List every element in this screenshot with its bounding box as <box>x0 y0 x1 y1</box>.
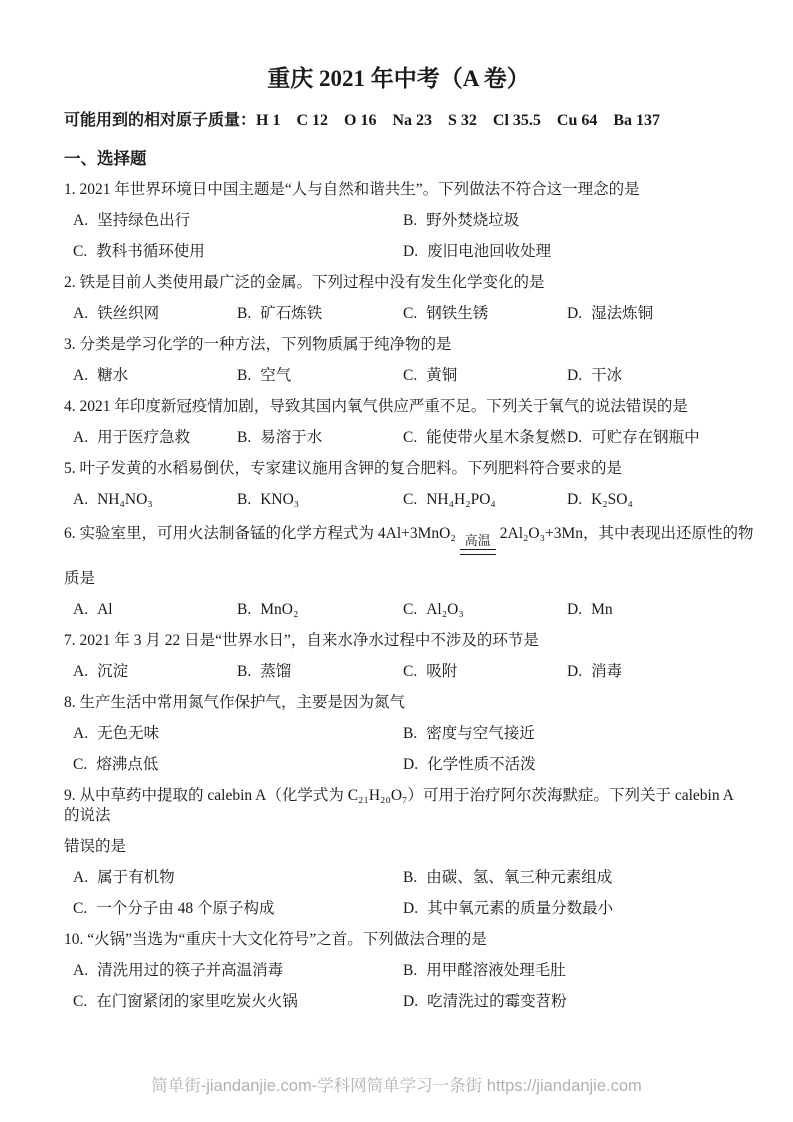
option-b <box>403 868 733 888</box>
question-stem-line2: 质是 <box>64 570 96 587</box>
option-text: 密度与空气接近 <box>426 725 535 742</box>
option-text: 由碳、氢、氧三种元素组成 <box>426 869 613 886</box>
option-c <box>73 899 403 919</box>
option-text: Al <box>97 601 113 618</box>
option-label: D. <box>567 305 583 322</box>
option-text: Al₂O₃ <box>426 601 464 618</box>
option-d <box>403 899 733 919</box>
stem-text-before-equation: 6. 实验室里，可用火法制备锰的化学方程式为 4Al+3MnO₂ <box>64 525 456 542</box>
option-d <box>567 490 733 510</box>
option-c <box>403 600 567 620</box>
option-label: D. <box>403 993 419 1010</box>
option-label: C. <box>73 993 88 1010</box>
option-text: 熔沸点低 <box>96 756 159 773</box>
option-a <box>73 724 403 744</box>
option-label: B. <box>237 367 252 384</box>
option-text: 野外焚烧垃圾 <box>426 212 520 229</box>
question-stem: 2. 铁是目前人类使用最广泛的金属。下列过程中没有发生化学变化的是 <box>64 274 545 291</box>
option-text: 教科书循环使用 <box>96 243 205 260</box>
option-text: 消毒 <box>591 663 623 680</box>
option-row <box>64 899 733 919</box>
option-label: A. <box>73 869 89 886</box>
option-b <box>237 428 403 448</box>
question-3 <box>64 335 733 386</box>
option-row <box>64 724 733 744</box>
option-b <box>237 490 403 510</box>
option-d <box>403 242 733 262</box>
option-c <box>403 304 567 324</box>
option-b <box>403 211 733 231</box>
option-text: 钢铁生锈 <box>426 305 489 322</box>
option-a <box>73 961 403 981</box>
question-2 <box>64 273 733 324</box>
option-text: NH₄NO₃ <box>97 491 153 508</box>
option-label: A. <box>73 491 89 508</box>
option-text: 矿石炼铁 <box>260 305 323 322</box>
option-c <box>73 755 403 775</box>
question-8 <box>64 693 733 775</box>
option-a <box>73 211 403 231</box>
option-text: 黄铜 <box>426 367 458 384</box>
option-label: A. <box>73 725 89 742</box>
option-label: B. <box>237 305 252 322</box>
option-label: D. <box>567 367 583 384</box>
option-a <box>73 662 237 682</box>
option-d <box>567 662 733 682</box>
option-text: 沉淀 <box>97 663 129 680</box>
question-stem: 3. 分类是学习化学的一种方法，下列物质属于纯净物的是 <box>64 336 452 353</box>
option-row <box>64 490 733 510</box>
option-text: MnO₂ <box>260 601 299 618</box>
option-label: D. <box>567 491 583 508</box>
question-stem: 8. 生产生活中常用氮气作保护气，主要是因为氮气 <box>64 694 406 711</box>
option-text: 无色无味 <box>97 725 160 742</box>
option-label: B. <box>237 663 252 680</box>
question-stem: 9. 从中草药中提取的 calebin A（化学式为 C₂₁H₂₀O₇）可用于治疗阿尔茨海默症。下列关于 calebin A 的说法 <box>64 787 733 824</box>
option-a <box>73 366 237 386</box>
option-text: 坚持绿色出行 <box>97 212 191 229</box>
option-b <box>403 961 733 981</box>
option-label: D. <box>403 900 419 917</box>
option-text: 废旧电池回收处理 <box>427 243 552 260</box>
option-text: 其中氧元素的质量分数最小 <box>427 900 614 917</box>
option-text: 用甲醛溶液处理毛肚 <box>426 962 566 979</box>
option-label: A. <box>73 601 89 618</box>
option-label: A. <box>73 305 89 322</box>
option-label: B. <box>237 429 252 446</box>
option-a <box>73 490 237 510</box>
section-heading: 一、选择题 <box>64 149 147 168</box>
option-b <box>237 600 403 620</box>
option-text: 一个分子由 48 个原子构成 <box>96 900 275 917</box>
option-label: A. <box>73 367 89 384</box>
option-label: C. <box>73 900 88 917</box>
question-stem: 10. “火锅”当选为“重庆十大文化符号”之首。下列做法合理的是 <box>64 931 487 948</box>
option-text: 能使带火星木条复燃 <box>426 429 566 446</box>
question-stem: 4. 2021 年印度新冠疫情加剧，导致其国内氧气供应严重不足。下列关于氧气的说法错误的是 <box>64 398 688 415</box>
option-row <box>64 662 733 682</box>
option-c <box>73 242 403 262</box>
option-label: C. <box>73 756 88 773</box>
option-text: KNO₃ <box>260 491 300 508</box>
option-label: A. <box>73 429 89 446</box>
option-label: B. <box>237 601 252 618</box>
option-text: 易溶于水 <box>260 429 323 446</box>
option-label: A. <box>73 962 89 979</box>
option-label: C. <box>73 243 88 260</box>
watermark-footer: 简单街-jiandanjie.com-学科网简单学习一条街 https://jiandanjie.com <box>151 1077 642 1095</box>
option-c <box>403 662 567 682</box>
option-b <box>237 304 403 324</box>
option-label: D. <box>403 756 419 773</box>
option-label: B. <box>403 212 418 229</box>
option-b <box>237 662 403 682</box>
option-row <box>64 211 733 231</box>
stem-text-after-equation: 2Al₂O₃+3Mn，其中表现出还原性的物 <box>499 525 754 542</box>
question-5 <box>64 459 733 510</box>
option-label: D. <box>567 601 583 618</box>
option-text: 蒸馏 <box>260 663 292 680</box>
question-stem: 5. 叶子发黄的水稻易倒伏，专家建议施用含钾的复合肥料。下列肥料符合要求的是 <box>64 460 623 477</box>
option-text: K₂SO₄ <box>591 491 633 508</box>
option-text: 空气 <box>260 367 292 384</box>
option-label: C. <box>403 429 418 446</box>
option-b <box>237 366 403 386</box>
option-row <box>64 304 733 324</box>
option-c <box>403 428 567 448</box>
question-stem-line2: 错误的是 <box>64 838 127 855</box>
option-d <box>567 428 733 448</box>
option-text: 吸附 <box>426 663 458 680</box>
option-row <box>64 755 733 775</box>
question-9 <box>64 786 733 919</box>
question-stem: 7. 2021 年 3 月 22 日是“世界水日”，自来水净水过程中不涉及的环节是 <box>64 632 539 649</box>
reaction-condition: 高温 <box>464 533 491 548</box>
option-text: 在门窗紧闭的家里吃炭火火锅 <box>96 993 298 1010</box>
option-d <box>403 992 733 1012</box>
option-b <box>403 724 733 744</box>
option-row <box>64 868 733 888</box>
option-row <box>64 366 733 386</box>
option-text: 糖水 <box>97 367 129 384</box>
option-label: C. <box>403 601 418 618</box>
option-label: B. <box>403 869 418 886</box>
atomic-mass-note: 可能用到的相对原子质量：H 1 C 12 O 16 Na 23 S 32 Cl 35.5 Cu 64 Ba 137 <box>64 112 661 129</box>
option-d <box>567 366 733 386</box>
option-row <box>64 961 733 981</box>
option-a <box>73 304 237 324</box>
option-d <box>403 755 733 775</box>
option-text: 铁丝织网 <box>97 305 160 322</box>
option-a <box>73 868 403 888</box>
option-d <box>567 304 733 324</box>
page-title: 重庆 2021 年中考（A 卷） <box>267 66 530 91</box>
option-label: C. <box>403 663 418 680</box>
option-row <box>64 992 733 1012</box>
question-1 <box>64 180 733 262</box>
option-text: 属于有机物 <box>97 869 175 886</box>
option-d <box>567 600 733 620</box>
option-row <box>64 428 733 448</box>
question-stem: 1. 2021 年世界环境日中国主题是“人与自然和谐共生”。下列做法不符合这一理念的是 <box>64 181 640 198</box>
option-text: 可贮存在钢瓶中 <box>591 429 700 446</box>
option-label: A. <box>73 663 89 680</box>
option-text: 用于医疗急救 <box>97 429 191 446</box>
option-text: NH₄H₂PO₄ <box>426 491 496 508</box>
option-text: 干冰 <box>591 367 623 384</box>
option-row <box>64 600 733 620</box>
option-label: A. <box>73 212 89 229</box>
question-stem <box>64 524 754 555</box>
option-text: 清洗用过的筷子并高温消毒 <box>97 962 284 979</box>
option-text: 化学性质不活泼 <box>427 756 536 773</box>
question-10 <box>64 930 733 1012</box>
question-4 <box>64 397 733 448</box>
option-label: D. <box>403 243 419 260</box>
option-label: C. <box>403 367 418 384</box>
equals-double-line-icon <box>460 549 496 555</box>
option-label: C. <box>403 305 418 322</box>
option-a <box>73 428 237 448</box>
option-label: B. <box>403 962 418 979</box>
option-label: D. <box>567 663 583 680</box>
option-a <box>73 600 237 620</box>
option-label: B. <box>403 725 418 742</box>
option-c <box>403 490 567 510</box>
option-label: D. <box>567 429 583 446</box>
option-c <box>403 366 567 386</box>
option-row <box>64 242 733 262</box>
question-6 <box>64 524 754 620</box>
option-label: C. <box>403 491 418 508</box>
option-text: Mn <box>591 601 613 618</box>
option-c <box>73 992 403 1012</box>
option-text: 吃清洗过的霉变苕粉 <box>427 993 567 1010</box>
option-label: B. <box>237 491 252 508</box>
option-text: 湿法炼铜 <box>591 305 654 322</box>
chemical-equation-arrow <box>460 533 496 555</box>
question-7 <box>64 631 733 682</box>
